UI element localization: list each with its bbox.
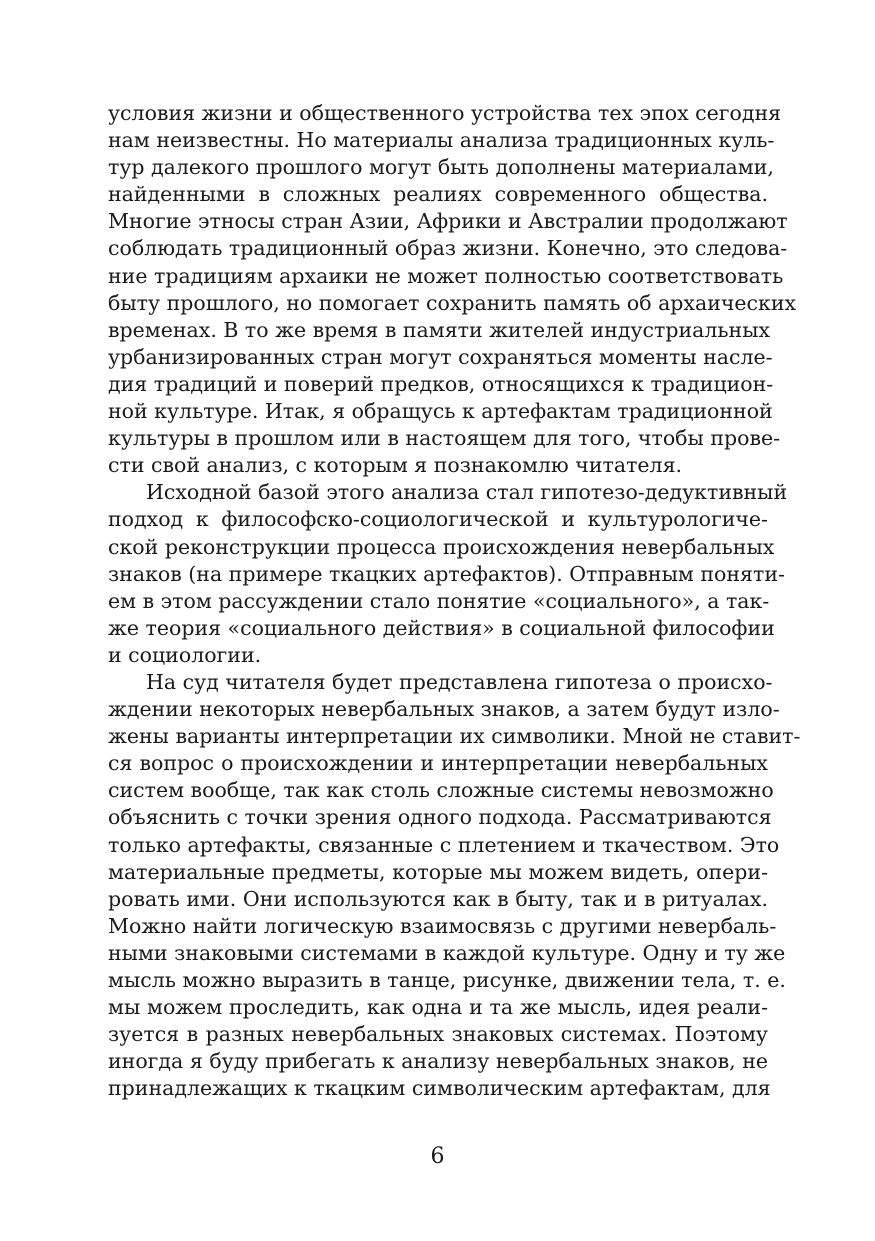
text-line: зуется в разных невербальных знаковых системах. Поэтому — [108, 1022, 768, 1047]
text-line: Исходной базой этого анализа стал гипотезо-дедуктивный — [146, 480, 788, 505]
text-line: Можно найти логическую взаимосвязь с другими невербаль- — [108, 913, 777, 938]
body-text — [108, 100, 801, 1102]
text-line: знаков (на примере ткацких артефактов). Отправным поняти- — [108, 561, 785, 586]
text-line: На суд читателя будет представлена гипотеза о происхо- — [146, 669, 773, 694]
text-line: мы можем проследить, как одна и та же мысль, идея реали- — [108, 995, 768, 1020]
text-line: ской реконструкции процесса происхождения невербальных — [108, 534, 775, 559]
text-line: нам неизвестны. Но материалы анализа традиционных куль- — [108, 128, 775, 153]
paragraph-3 — [108, 669, 801, 1103]
text-line: ровать ими. Они используются как в быту, так и в ритуалах. — [108, 886, 768, 911]
paragraph-1 — [108, 100, 797, 479]
text-line: же теория «социального действия» в социальной философии — [108, 615, 775, 640]
text-line: только артефакты, связанные с плетением и ткачеством. Это — [108, 832, 780, 857]
text-line: условия жизни и общественного устройства тех эпох сегодня — [108, 101, 782, 125]
text-line: и социологии. — [108, 642, 262, 667]
text-line: урбанизированных стран могут сохраняться моменты насле- — [108, 344, 773, 369]
text-line: соблюдать традиционный образ жизни. Конечно, это следова- — [108, 236, 788, 261]
text-line: ем в этом рассуждении стало понятие «социального», а так- — [108, 588, 770, 613]
paragraph-2 — [108, 479, 788, 669]
text-line: тур далекого прошлого могут быть дополнены материалами, — [108, 155, 774, 180]
text-line: ной культуре. Итак, я обращусь к артефактам традиционной — [108, 399, 773, 424]
text-line: мысль можно выразить в танце, рисунке, движении тела, т. е. — [108, 968, 786, 992]
text-line: ся вопрос о происхождении и интерпретации невербальных — [108, 751, 768, 776]
text-line: систем вообще, так как столь сложные системы невозможно — [108, 778, 774, 803]
text-line: жены варианты интерпретации их символики. Мной не ставит- — [108, 724, 801, 749]
text-line: ждении некоторых невербальных знаков, а затем будут изло- — [108, 697, 780, 722]
page-number: 6 — [430, 1144, 445, 1169]
text-line: принадлежащих к ткацким символическим артефактам, для — [108, 1076, 771, 1101]
text-line: быту прошлого, но помогает сохранить память об архаических — [108, 290, 797, 315]
text-line: иногда я буду прибегать к анализу невербальных знаков, не — [108, 1049, 768, 1074]
text-line: сти свой анализ, с которым я познакомлю читателя. — [108, 453, 683, 478]
text-line: объяснить с точки зрения одного подхода. Рассматриваются — [108, 805, 772, 830]
text-line: материальные предметы, которые мы можем видеть, опери- — [108, 859, 768, 884]
text-line: подход к философско-социологической и культурологиче- — [108, 507, 768, 532]
text-line: временах. В то же время в памяти жителей индустриальных — [108, 317, 771, 342]
text-line: ние традициям архаики не может полностью соответствовать — [108, 263, 784, 288]
text-line: культуры в прошлом или в настоящем для того, чтобы прове- — [108, 426, 781, 451]
text-line: найденными в сложных реалиях современного общества. — [108, 182, 768, 207]
text-line: ными знаковыми системами в каждой культуре. Одну и ту же — [108, 940, 786, 965]
text-line: дия традиций и поверий предков, относящихся к традицион- — [108, 371, 774, 396]
text-line: Многие этносы стран Азии, Африки и Австралии продолжают — [108, 209, 788, 234]
